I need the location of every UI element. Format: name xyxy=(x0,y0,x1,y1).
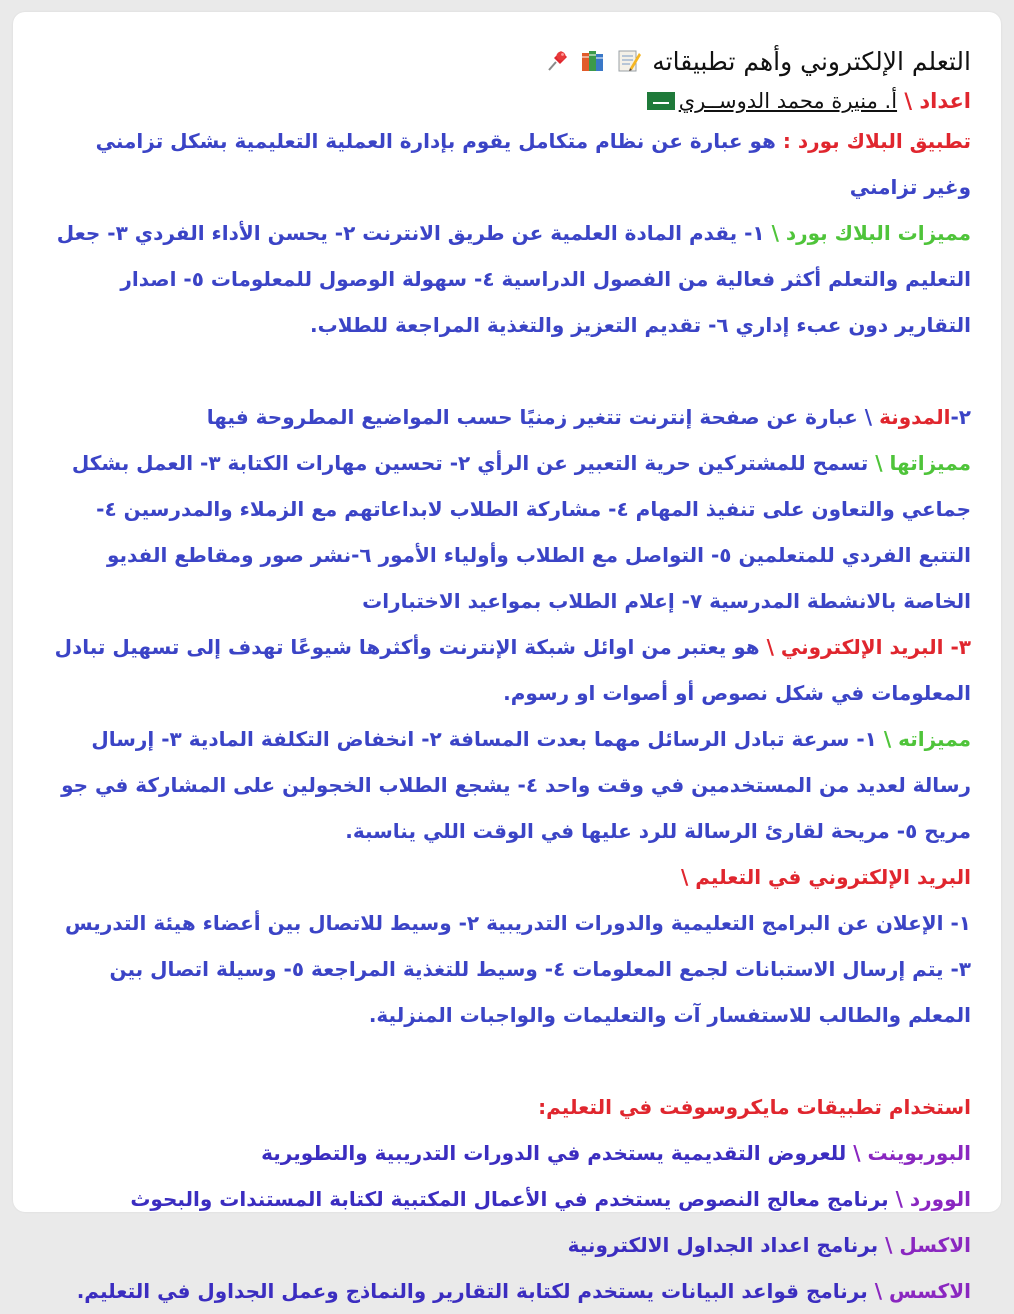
blackboard-definition xyxy=(47,118,971,210)
document-title xyxy=(47,42,971,82)
author-line xyxy=(47,84,971,118)
excel-label: الاكسل \ xyxy=(878,1233,971,1257)
email-edu-text: ١- الإعلان عن البرامج التعليمية والدورات التدريبية ٢- وسيط للاتصال بين أعضاء هيئة التدريس ٣- يتم إرسال الاستبانات لجمع المعلومات ٤- وسيط للتغذية المراجعة ٥- وسيلة اتصال بين المعلم والطالب للاستفسار آت والتعليمات والواجبات المنزلية. xyxy=(65,911,971,1027)
email-education-heading xyxy=(47,854,971,900)
blackboard-features-label: مميزات البلاك بورد \ xyxy=(764,221,971,245)
saudi-flag-icon xyxy=(647,92,675,110)
word-text: برنامج معالج النصوص يستخدم في الأعمال المكتبية لكتابة المستندات والبحوث xyxy=(130,1187,889,1211)
email-edu-label: البريد الإلكتروني في التعليم \ xyxy=(680,865,971,889)
microsoft-item-access xyxy=(47,1268,971,1314)
microsoft-item-excel xyxy=(47,1222,971,1268)
blog-number: ٢- xyxy=(950,405,971,429)
microsoft-item-powerpoint xyxy=(47,1130,971,1176)
author-label: اعداد \ xyxy=(897,89,971,113)
microsoft-item-word xyxy=(47,1176,971,1222)
pushpin-icon xyxy=(544,46,570,72)
email-definition xyxy=(47,624,971,716)
powerpoint-text: للعروض التقديمية يستخدم في الدورات التدريبية والتطويرية xyxy=(261,1141,847,1165)
blackboard-features-text: ١- يقدم المادة العلمية عن طريق الانترنت ٢- يحسن الأداء الفردي ٣- جعل التعليم والتعلم أكثر فعالية من الفصول الدراسية ٤- سهولة الوصول للمعلومات ٥- اصدار التقارير دون عبء إداري ٦- تقديم التعزيز والتغذية المراجعة للطلاب. xyxy=(56,221,971,337)
powerpoint-label: البوربوينت \ xyxy=(846,1141,971,1165)
blog-features-label: مميزاتها \ xyxy=(868,451,971,475)
access-text: برنامج قواعد البيانات يستخدم لكتابة التقارير والنماذج وعمل الجداول في التعليم. xyxy=(76,1279,868,1303)
email-label: ٣- البريد الإلكتروني \ xyxy=(759,635,971,659)
title-text: التعلم الإلكتروني وأهم تطبيقاته xyxy=(652,47,971,76)
blog-definition xyxy=(47,394,971,440)
blackboard-features xyxy=(47,210,971,348)
blog-label: المدونة xyxy=(879,405,951,429)
spacer xyxy=(47,1038,971,1084)
blackboard-label: تطبيق البلاك بورد : xyxy=(775,129,971,153)
email-def-text: هو يعتبر من اوائل شبكة الإنترنت وأكثرها شيوعًا تهدف إلى تسهيل تبادل المعلومات في شكل نصوص أو أصوات او رسوم. xyxy=(54,635,971,705)
email-features-text: ١- سرعة تبادل الرسائل مهما بعدت المسافة ٢- انخفاض التكلفة المادية ٣- إرسال رسالة لعديد من المستخدمين في وقت واحد ٤- يشجع الطلاب الخجولين على المشاركة في جو مريح ٥- مريحة لقارئ الرسالة للرد عليها في الوقت اللي يناسبة. xyxy=(61,727,971,843)
blog-def-text: \ عبارة عن صفحة إنترنت تتغير زمنيًا حسب المواضيع المطروحة فيها xyxy=(206,405,880,429)
blog-features xyxy=(47,440,971,624)
blog-features-text: تسمح للمشتركين حرية التعبير عن الرأي ٢- تحسين مهارات الكتابة ٣- العمل بشكل جماعي والتعاون على تنفيذ المهام ٤- مشاركة الطلاب لابداعاتهم مع الزملاء والمدرسين ٤- التتبع الفردي للمتعلمين ٥- التواصل مع الطلاب وأولياء الأمور ٦-نشر صور ومقاطع الفديو الخاصة بالانشطة المدرسية ٧- إعلام الطلاب بمواعيد الاختبارات xyxy=(71,451,971,613)
word-label: الوورد \ xyxy=(888,1187,971,1211)
memo-icon xyxy=(616,46,642,72)
email-features xyxy=(47,716,971,854)
blackboard-def-text: هو عبارة عن نظام متكامل يقوم بإدارة العملية التعليمية بشكل تزامني وغير تزامني xyxy=(95,129,971,199)
books-icon xyxy=(580,46,606,72)
access-label: الاكسس \ xyxy=(867,1279,971,1303)
spacer xyxy=(47,348,971,394)
author-name: أ. منيرة محمد الدوســري xyxy=(678,89,898,113)
microsoft-heading-text: استخدام تطبيقات مايكروسوفت في التعليم: xyxy=(538,1095,971,1119)
document-card xyxy=(13,12,1001,1303)
microsoft-heading xyxy=(47,1084,971,1130)
email-features-label: مميزاته \ xyxy=(876,727,971,751)
email-education-text xyxy=(47,900,971,1038)
excel-text: برنامج اعداد الجداول الالكترونية xyxy=(567,1233,879,1257)
